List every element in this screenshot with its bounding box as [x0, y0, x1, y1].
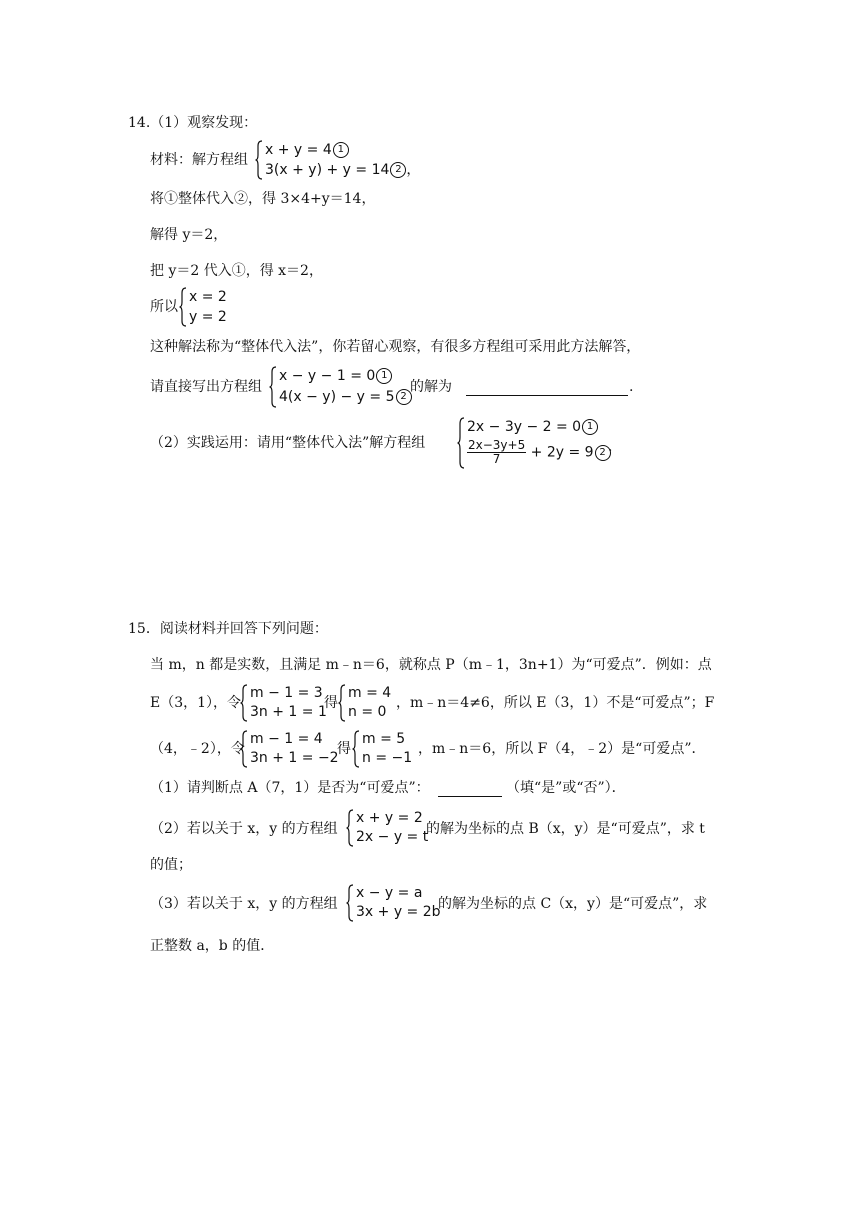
- q15-system-e: m − 1 = 3 3n + 1 = 1: [240, 684, 330, 722]
- left-brace-icon: [255, 140, 264, 180]
- left-brace-icon: [346, 809, 355, 847]
- q15-solution-e: m = 4 n = 0: [338, 684, 398, 722]
- left-brace-icon: [338, 684, 347, 722]
- q15-part1-suffix: （填“是”或“否”）．: [506, 780, 626, 796]
- q15-system-b: x + y = 2 2x − y = t: [346, 809, 436, 847]
- q15-system-f: m − 1 = 4 3n + 1 = −2: [240, 730, 350, 768]
- q14-part2-label: （2）实践运用：请用“整体代入法”解方程组: [150, 435, 426, 451]
- q14-system-3: 2x − 3y − 2 = 0 1 $\frac{2x-3y+5}{7}$ + 2y = 9 2: [457, 417, 627, 469]
- q15-part2-prefix: （2）若以关于 x，y 的方程组: [150, 821, 338, 837]
- left-brace-icon: [179, 287, 188, 327]
- q15-part3-suffix: 的解为坐标的点 C（x，y）是“可爱点”，求: [438, 896, 708, 912]
- q14-heading: 14.（1）观察发现：: [128, 115, 258, 131]
- q15-de-f: 得: [337, 741, 351, 757]
- q15-part2-line2: 的值；: [150, 857, 192, 873]
- q15-part2-suffix: 的解为坐标的点 B（x，y）是“可爱点”，求 t: [426, 821, 705, 837]
- fraction: $\frac{2x-3y+5}{7}$: [468, 438, 526, 466]
- q15-de-e: 得: [324, 695, 338, 711]
- left-brace-icon: [352, 730, 361, 768]
- q15-part3-prefix: （3）若以关于 x，y 的方程组: [150, 896, 338, 912]
- q14-part2-end: .: [608, 439, 613, 455]
- left-brace-icon: [240, 730, 249, 768]
- q15-intro: 当 m，n 都是实数，且满足 m﹣n＝6，就称点 P（m﹣1，3n+1）为“可爱点”．例如：点: [150, 657, 712, 673]
- q14-back-substitute-line: 把 y＝2 代入①，得 x＝2，: [150, 263, 323, 279]
- q15-example-f-prefix: （4，﹣2），令: [150, 741, 245, 757]
- q15-part1-blank[interactable]: [438, 782, 502, 797]
- left-brace-icon: [346, 884, 355, 922]
- left-brace-icon: [269, 366, 278, 408]
- q15-heading: 15．阅读材料并回答下列问题：: [128, 621, 328, 637]
- q14-system-1: x + y = 4 1 3(x + y) + y = 14 2 ，: [255, 140, 435, 180]
- q14-answer-blank[interactable]: [466, 381, 628, 396]
- q14-method-line: 这种解法称为“整体代入法”，你若留心观察，有很多方程组可采用此方法解答，: [150, 339, 641, 355]
- q14-material-label: 材料：解方程组: [150, 152, 248, 168]
- q15-example-e-suffix: ，m﹣n＝4≠6，所以 E（3，1）不是“可爱点”；F: [396, 695, 715, 711]
- q14-direct-end: .: [629, 379, 634, 395]
- q15-example-e-prefix: E（3，1），令: [150, 695, 242, 711]
- q15-part1-prefix: （1）请判断点 A（7，1）是否为“可爱点”：: [150, 780, 430, 796]
- q14-system-2: x − y − 1 = 0 1 4(x − y) − y = 5 2: [269, 366, 419, 408]
- q15-system-c: x − y = a 3x + y = 2b: [346, 884, 446, 922]
- q14-direct-label: 请直接写出方程组: [150, 379, 262, 395]
- left-brace-icon: [457, 417, 466, 469]
- q14-solution-system: x = 2 y = 2: [179, 287, 269, 327]
- q14-solve-y-line: 解得 y＝2，: [150, 227, 228, 243]
- q15-part3-line2: 正整数 a，b 的值．: [150, 938, 275, 954]
- q14-so-label: 所以: [150, 299, 178, 315]
- q15-solution-f: m = 5 n = −1: [352, 730, 422, 768]
- q14-substitute-line: 将①整体代入②，得 3×4+y＝14，: [150, 191, 376, 207]
- q15-example-f-suffix: ，m﹣n＝6，所以 F（4，﹣2）是“可爱点”．: [418, 741, 706, 757]
- q14-direct-suffix: 的解为: [410, 379, 452, 395]
- left-brace-icon: [240, 684, 249, 722]
